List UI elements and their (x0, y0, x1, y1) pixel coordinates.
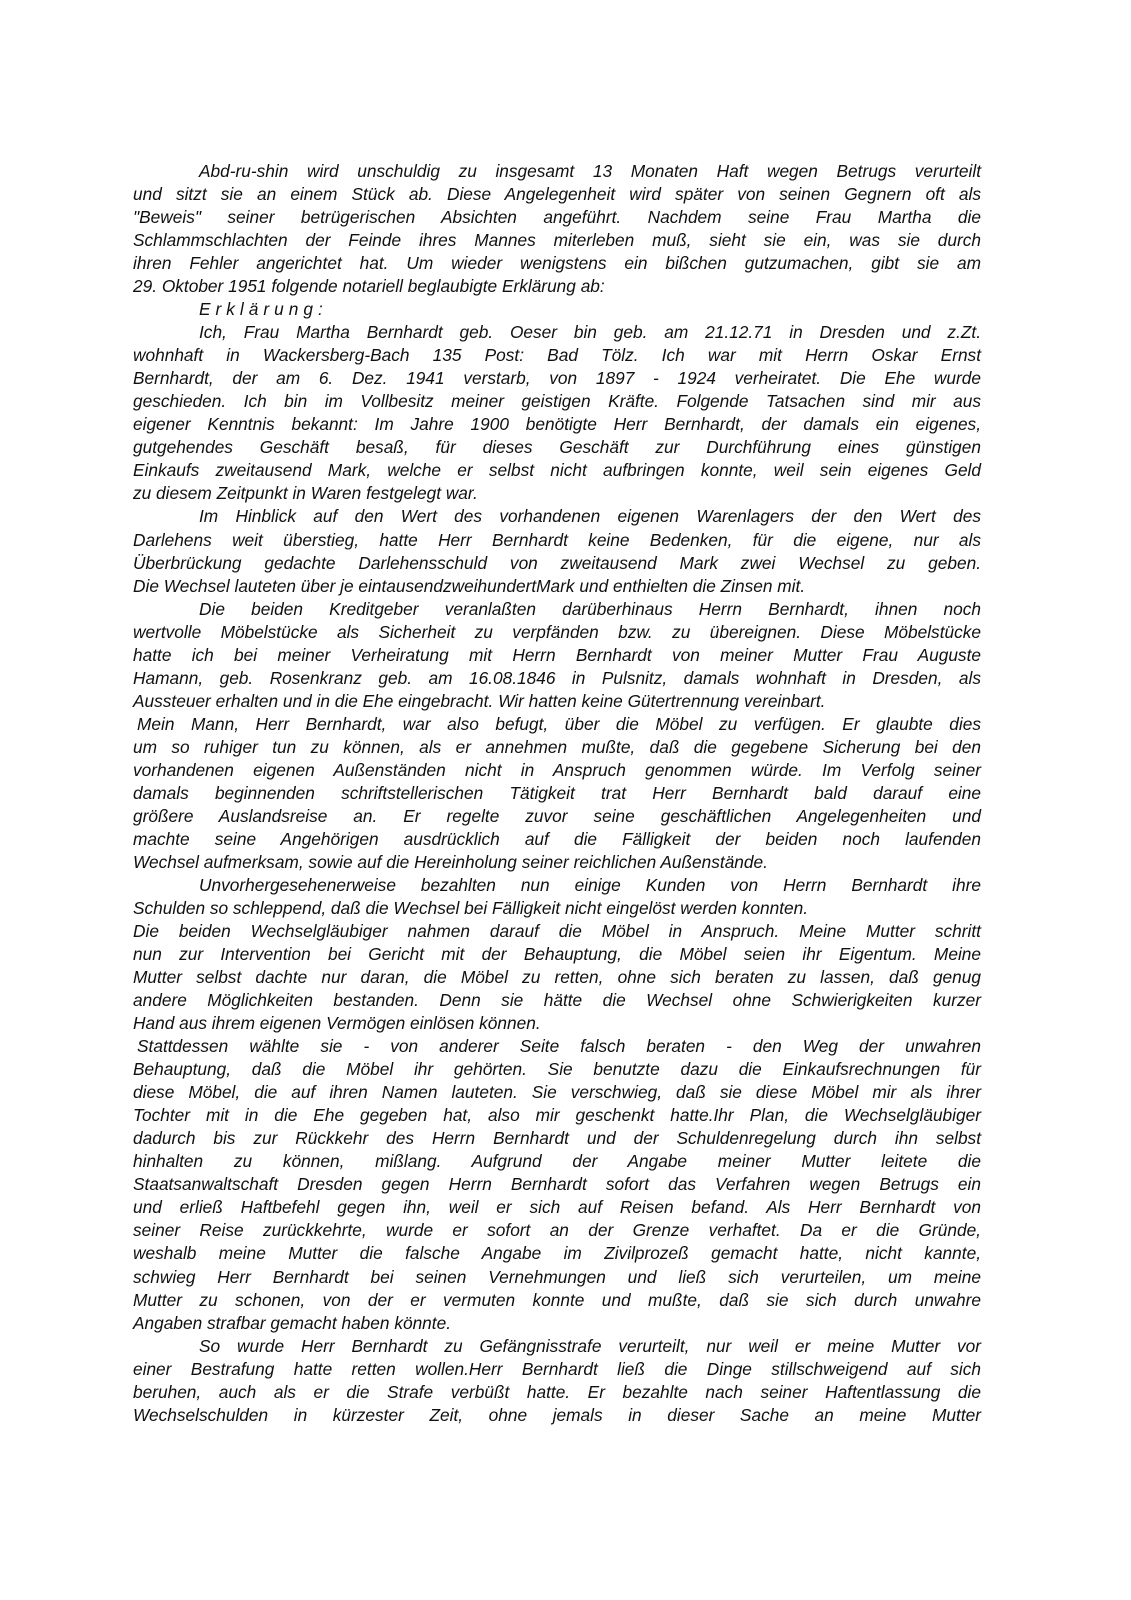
text-line: 29. Oktober 1951 folgende notariell beglaubigte Erklärung ab: (133, 276, 605, 297)
text-line: "Beweis" seiner betrügerischen Absichten angeführt. Nachdem seine Frau Martha die (133, 207, 981, 228)
text-line: und sitzt sie an einem Stück ab. Diese Angelegenheit wird später von seinen Gegnern oft als (133, 184, 981, 205)
text-line: damals beginnenden schriftstellerischen Tätigkeit trat Herr Bernhardt bald darauf eine (133, 782, 981, 803)
text-line: seiner Reise zurückkehrte, wurde er sofort an der Grenze verhaftet. Da er die Gründe, (133, 1220, 981, 1241)
text-line: Ich, Frau Martha Bernhardt geb. Oeser bin geb. am 21.12.71 in Dresden und z.Zt. (199, 322, 981, 343)
text-line: größere Auslandsreise an. Er regelte zuvor seine geschäftlichen Angelegenheiten und (133, 805, 981, 826)
text-line: Angaben strafbar gemacht haben könnte. (133, 1312, 452, 1333)
text-line: Hamann, geb. Rosenkranz geb. am 16.08.1846 in Pulsnitz, damals wohnhaft in Dresden, als (133, 667, 981, 688)
paragraph (133, 598, 981, 713)
text-line: Darlehens weit überstieg, hatte Herr Bernhardt keine Bedenken, für die eigene, nur als (133, 529, 981, 550)
text-line: Die beiden Kreditgeber veranlaßten darüberhinaus Herrn Bernhardt, ihnen noch (199, 598, 981, 619)
text-line: wertvolle Möbelstücke als Sicherheit zu verpfänden bzw. zu übereignen. Diese Möbelstücke (133, 621, 981, 642)
text-line: Wechselschulden in kürzester Zeit, ohne jemals in dieser Sache an meine Mutter (133, 1404, 981, 1425)
text-line: nun zur Intervention bei Gericht mit der Behauptung, die Möbel seien ihr Eigentum. Meine (133, 944, 981, 965)
paragraph (133, 1035, 981, 1334)
text-line: Im Hinblick auf den Wert des vorhandenen eigenen Warenlagers der den Wert des (199, 506, 981, 527)
text-line: Wechsel aufmerksam, sowie auf die Hereinholung seiner reichlichen Außenstände. (133, 851, 768, 872)
text-line: eigener Kenntnis bekannt: Im Jahre 1900 benötigte Herr Bernhardt, der damals ein eigenes, (133, 414, 981, 435)
text-line: Überbrückung gedachte Darlehensschuld von zweitausend Mark zwei Wechsel zu geben. (133, 552, 981, 573)
text-line: Staatsanwaltschaft Dresden gegen Herrn Bernhardt sofort das Verfahren wegen Betrugs ein (133, 1174, 981, 1195)
document-page (133, 160, 981, 1427)
text-line: Hand aus ihrem eigenen Vermögen einlösen können. (133, 1013, 541, 1034)
text-line: Mutter selbst dachte nur daran, die Möbel zu retten, ohne sich beraten zu lassen, daß genug (133, 967, 981, 988)
text-line: Schlammschlachten der Feinde ihres Mannes miterleben muß, sieht sie ein, was sie durch (133, 230, 981, 251)
text-line: Abd-ru-shin wird unschuldig zu insgesamt 13 Monaten Haft wegen Betrugs verurteilt (199, 161, 981, 181)
text-line: um so ruhiger tun zu können, als er annehmen mußte, daß die gegebene Sicherung bei den (133, 736, 981, 757)
text-line: Die beiden Wechselgläubiger nahmen darauf die Möbel in Anspruch. Meine Mutter schritt (133, 921, 981, 942)
text-line: vorhandenen eigenen Außenständen nicht in Anspruch genommen würde. Im Verfolg seiner (133, 759, 981, 780)
paragraph (133, 505, 981, 597)
text-line: hatte ich bei meiner Verheiratung mit Herrn Bernhardt von meiner Mutter Frau Auguste (133, 644, 981, 665)
declaration-heading (133, 298, 981, 321)
text-line: dadurch bis zur Rückkehr des Herrn Bernhardt und der Schuldenregelung durch ihn selbst (133, 1128, 981, 1149)
text-line: und erließ Haftbefehl gegen ihn, weil er sich auf Reisen befand. Als Herr Bernhardt von (133, 1197, 981, 1218)
text-line: zu diesem Zeitpunkt in Waren festgelegt war. (133, 483, 478, 504)
paragraph (133, 874, 981, 920)
text-line: Einkaufs zweitausend Mark, welche er selbst nicht aufbringen konnte, weil sein eigenes Geld (133, 460, 981, 481)
text-line: Tochter mit in die Ehe gegeben hat, also mir geschenkt hatte.Ihr Plan, die Wechselgläubiger (133, 1105, 981, 1126)
text-line: geschieden. Ich bin im Vollbesitz meiner geistigen Kräfte. Folgende Tatsachen sind mir aus (133, 391, 981, 412)
text-line: Unvorhergesehenerweise bezahlten nun einige Kunden von Herrn Bernhardt ihre (199, 874, 981, 895)
paragraph (133, 713, 981, 874)
paragraph (133, 160, 981, 298)
text-line: beruhen, auch als er die Strafe verbüßt hatte. Er bezahlte nach seiner Haftentlassung die (133, 1381, 981, 1402)
text-line: Mein Mann, Herr Bernhardt, war also befugt, über die Möbel zu verfügen. Er glaubte dies (137, 713, 981, 734)
paragraph (133, 321, 981, 505)
text-line: schwieg Herr Bernhardt bei seinen Vernehmungen und ließ sich verurteilen, um meine (133, 1266, 981, 1287)
text-line: Aussteuer erhalten und in die Ehe eingebracht. Wir hatten keine Gütertrennung vereinbart. (133, 690, 826, 711)
text-line: andere Möglichkeiten bestanden. Denn sie hätte die Wechsel ohne Schwierigkeiten kurzer (133, 990, 981, 1011)
text-line: So wurde Herr Bernhardt zu Gefängnisstrafe verurteilt, nur weil er meine Mutter vor (199, 1335, 981, 1356)
text-line: Behauptung, daß die Möbel ihr gehörten. Sie benutzte dazu die Einkaufsrechnungen für (133, 1059, 981, 1080)
text-line: einer Bestrafung hatte retten wollen.Herr Bernhardt ließ die Dinge stillschweigend auf sich (133, 1358, 981, 1379)
text-line: hinhalten zu können, mißlang. Aufgrund der Angabe meiner Mutter leitete die (133, 1151, 981, 1172)
paragraph (133, 920, 981, 1035)
text-line: ihren Fehler angerichtet hat. Um wieder wenigstens ein bißchen gutzumachen, gibt sie am (133, 253, 981, 274)
text-line: machte seine Angehörigen ausdrücklich auf die Fälligkeit der beiden noch laufenden (133, 828, 981, 849)
text-line: Erklärung: (199, 299, 328, 320)
text-line: weshalb meine Mutter die falsche Angabe im Zivilprozeß gemacht hatte, nicht kannte, (133, 1243, 981, 1264)
text-line: diese Möbel, die auf ihren Namen lauteten. Sie verschwieg, daß sie diese Möbel mir als ihrer (133, 1082, 981, 1103)
text-line: Stattdessen wählte sie - von anderer Seite falsch beraten - den Weg der unwahren (137, 1036, 981, 1057)
paragraph (133, 1335, 981, 1427)
text-line: Schulden so schleppend, daß die Wechsel bei Fälligkeit nicht eingelöst werden konnten. (133, 898, 809, 918)
text-line: gutgehendes Geschäft besaß, für dieses Geschäft zur Durchführung eines günstigen (133, 437, 981, 458)
text-line: Mutter zu schonen, von der er vermuten konnte und mußte, daß sie sich durch unwahre (133, 1289, 981, 1310)
text-line: Die Wechsel lauteten über je eintausendzweihundertMark und enthielten die Zinsen mit. (133, 575, 806, 596)
text-line: Bernhardt, der am 6. Dez. 1941 verstarb, von 1897 - 1924 verheiratet. Die Ehe wurde (133, 368, 981, 389)
text-line: wohnhaft in Wackersberg-Bach 135 Post: Bad Tölz. Ich war mit Herrn Oskar Ernst (133, 345, 981, 366)
